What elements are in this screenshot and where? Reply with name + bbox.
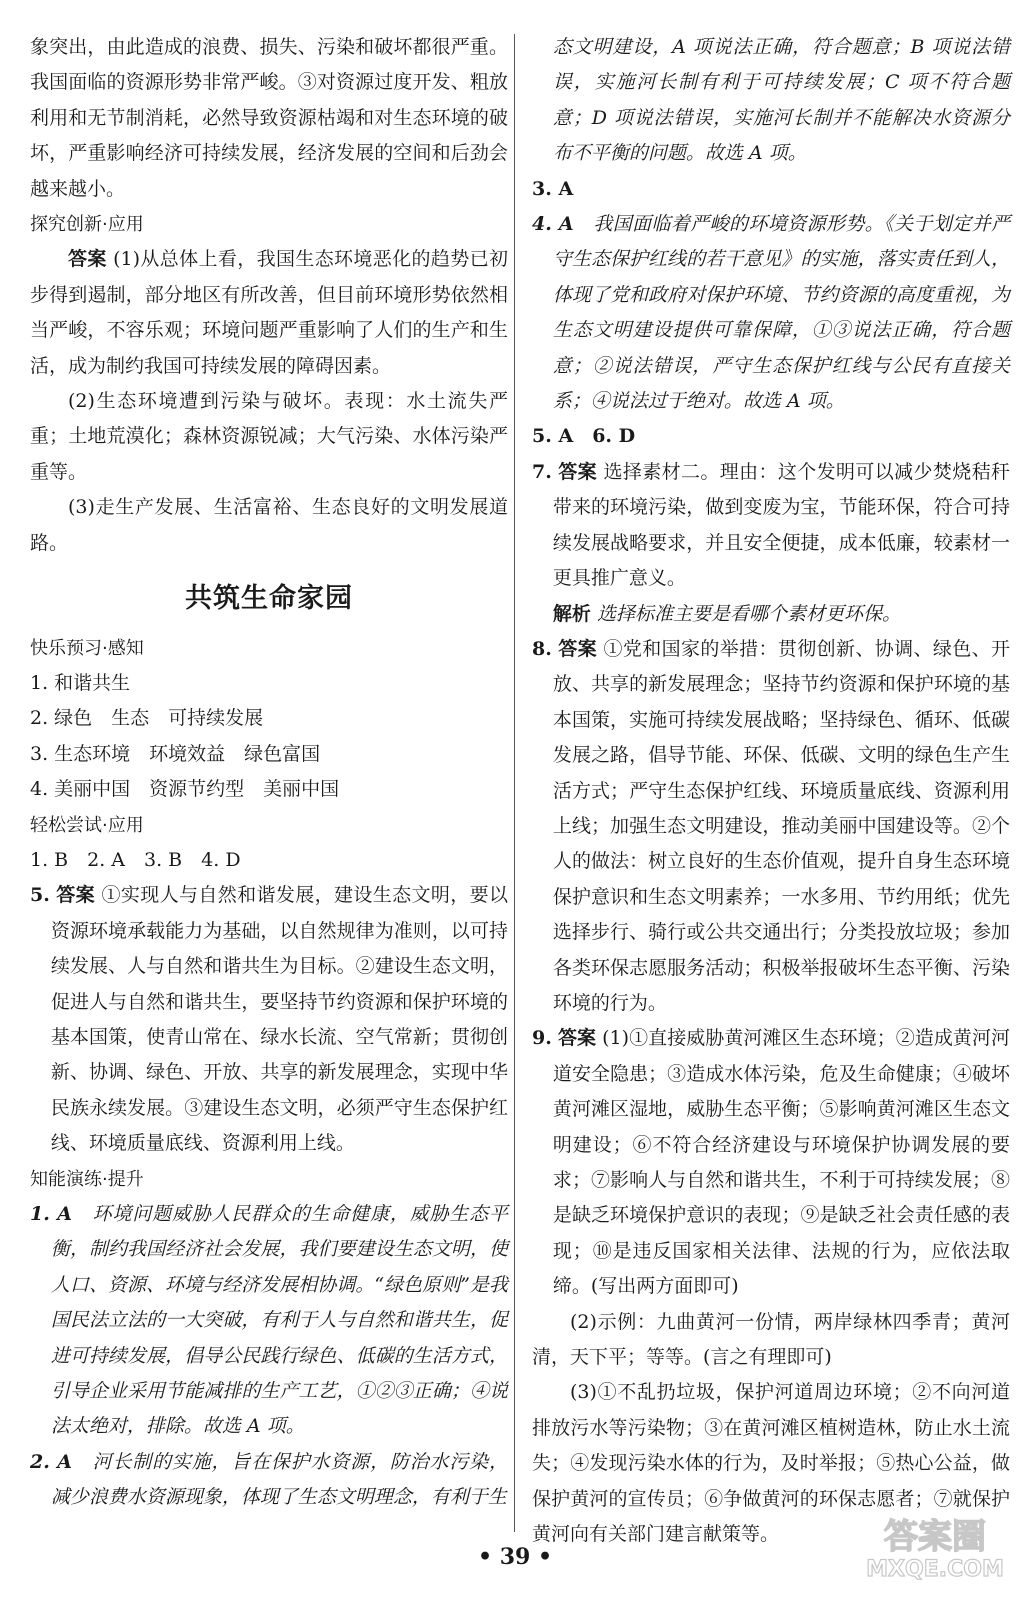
answer-line: 4. 美丽中国 资源节约型 美丽中国 bbox=[30, 778, 340, 801]
answer-line: 3. 生态环境 环境效益 绿色富国 bbox=[30, 742, 321, 765]
answer-paragraph: (2)示例：九曲黄河一份情，两岸绿林四季青；黄河清，天下平；等等。(言之有理即可) bbox=[532, 1310, 1010, 1369]
page-number: • 39 • bbox=[477, 1544, 553, 1570]
answer-line: 1. B 2. A 3. B 4. D bbox=[30, 848, 241, 871]
answer-label: 答案 bbox=[56, 884, 96, 907]
section-heading: 轻松尝试·应用 bbox=[30, 814, 144, 836]
answer-paragraph: (3)走生产发展、生活富裕、生态良好的文明发展道路。 bbox=[30, 496, 508, 554]
left-column bbox=[30, 30, 508, 1516]
question-number: 2. A bbox=[30, 1450, 73, 1473]
section-heading: 探究创新·应用 bbox=[30, 214, 144, 236]
answer-text: 环境问题威胁人民群众的生命健康，威胁生态平衡，制约我国经济社会发展，我们要建设生态文明，使人口、资源、环境与经济发展相协调。“绿色原则”是我国民法立法的一大突破，有利于人与自然和谐共生，促进可持续发展，倡导公民践行绿色、低碳的生活方式，引导企业采用节能减排的生产工艺，①②③正确；④说法太绝对，排除。故选 A 项。 bbox=[50, 1203, 508, 1438]
answer-line: 2. 绿色 生态 可持续发展 bbox=[30, 707, 264, 730]
question-number: 8. bbox=[532, 637, 552, 660]
section-heading: 知能演练·提升 bbox=[30, 1168, 144, 1190]
answer-text: (1)从总体上看，我国生态环境恶化的趋势已初步得到遏制，部分地区有所改善，但目前环境形势依然相当严峻，不容乐观；环境问题严重影响了人们的生产和生活，成为制约我国可持续发展的障碍因素。 bbox=[30, 248, 508, 377]
answer-paragraph bbox=[30, 242, 508, 384]
answer-label: 答案 bbox=[68, 248, 107, 271]
answer-text: ①实现人与自然和谐发展，建设生态文明，要以资源环境承载能力为基础，以自然规律为准则，以可持续发展、人与自然和谐共生为目标。②建设生态文明，促进人与自然和谐共生，要坚持节约资源和保护环境的基本国策，使青山常在、绿水长流、空气常新；贯彻创新、协调、绿色、开放、共享的新发展理念，实现中华民族永续发展。③建设生态文明，必须严守生态保护红线、环境质量底线、资源利用上线。 bbox=[50, 884, 508, 1155]
explanation-label: 解析 bbox=[552, 602, 591, 625]
question-number: 7. bbox=[532, 460, 552, 483]
explanation-text: 选择标准主要是看哪个素材更环保。 bbox=[596, 602, 901, 625]
answer-text: 选择素材二。理由：这个发明可以减少焚烧秸秆带来的环境污染，做到变废为宝，节能环保，符合可持续发展战略要求，并且安全便捷，成本低廉，较素材一更具推广意义。 bbox=[552, 460, 1010, 590]
column-divider bbox=[514, 34, 515, 1532]
answer-line: 3. A bbox=[532, 177, 574, 200]
answer-text: (1)①直接威胁黄河滩区生态环境；②造成黄河河道安全隐患；③造成水体污染，危及生命健康；④破坏黄河滩区湿地，威胁生态平衡；⑤影响黄河滩区生态文明建设；⑥不符合经济建设与环境保护协调发展的要求；⑦影响人与自然和谐共生，不利于可持续发展；⑧是缺乏环境保护意识的表现；⑨是缺乏社会责任感的表现；⑩是违反国家相关法律、法规的行为，应依法取缔。(写出两方面即可) bbox=[552, 1027, 1010, 1298]
question-number: 1. A bbox=[30, 1203, 73, 1225]
answer-text: 我国面临着严峻的环境资源形势。《关于划定并严守生态保护红线的若干意见》的实施，落实责任到人，体现了党和政府对保护环境、节约资源的高度重视，为生态文明建设提供可靠保障，①③说法正确，符合题意；②说法错误，严守生态保护红线与公民有直接关系；④说法过于绝对。故选 A 项。 bbox=[552, 213, 1010, 413]
svg-text:MXQE.COM: MXQE.COM bbox=[866, 1557, 1004, 1582]
answer-paragraph bbox=[532, 207, 1010, 419]
question-number: 4. A bbox=[532, 213, 574, 236]
answer-paragraph bbox=[532, 455, 1010, 597]
answer-line: 5. A 6. D bbox=[532, 425, 636, 448]
svg-text:答案圈: 答案圈 bbox=[884, 1517, 986, 1557]
answer-paragraph: (2)生态环境遭到污染与破坏。表现：水土流失严重；土地荒漠化；森林资源锐减；大气污染、水体污染严重等。 bbox=[30, 390, 508, 483]
answer-line: 1. 和谐共生 bbox=[30, 671, 131, 694]
answer-paragraph: (3)①不乱扔垃圾，保护河道周边环境；②不向河道排放污水等污染物；③在黄河滩区植树造林，防止水土流失；④发现污染水体的行为，及时举报；⑤热心公益，做保护黄河的宣传员；⑥争做黄河的环保志愿者；⑦就保护黄河向有关部门建言献策等。 bbox=[532, 1381, 1010, 1546]
answer-paragraph bbox=[30, 1445, 508, 1516]
section-heading: 快乐预习·感知 bbox=[30, 637, 144, 659]
answer-paragraph bbox=[532, 1021, 1010, 1304]
paragraph: 象突出，由此造成的浪费、损失、污染和破坏都很严重。我国面临的资源形势非常严峻。③对资源过度开发、粗放利用和无节制消耗，必然导致资源枯竭和对生态环境的破坏，严重影响经济可持续发展，经济发展的空间和后劲会越来越小。 bbox=[30, 36, 508, 200]
right-column bbox=[532, 30, 1010, 1552]
answer-paragraph bbox=[532, 632, 1010, 1021]
answer-text: ①党和国家的举措：贯彻创新、协调、绿色、开放、共享的新发展理念；坚持节约资源和保护环境的基本国策，实施可持续发展战略；坚持绿色、循环、低碳发展之路，倡导节能、环保、低碳、文明的绿色生产生活方式；严守生态保护红线、环境质量底线、资源利用上线；加强生态文明建设，推动美丽中国建设等。②个人的做法：树立良好的生态价值观，提升自身生态环境保护意识和生态文明素养；一水多用、节约用纸；优先选择步行、骑行或公共交通出行；分类投放垃圾；参加各类环保志愿服务活动；积极举报破坏生态平衡、污染环境的行为。 bbox=[552, 637, 1010, 1014]
answer-paragraph: 态文明建设，A 项说法正确，符合题意；B 项说法错误，实施河长制有利于可持续发展；C 项不符合题意；D 项说法错误，实施河长制并不能解决水资源分布不平衡的问题。故选 A 项。 bbox=[552, 36, 1010, 165]
question-number: 5. bbox=[30, 884, 50, 907]
answer-text: 河长制的实施，旨在保护水资源，防治水污染，减少浪费水资源现象，体现了生态文明理念，有利于生 bbox=[50, 1450, 508, 1509]
watermark-logo bbox=[860, 1508, 1010, 1584]
question-number: 9. bbox=[532, 1027, 552, 1050]
answer-paragraph bbox=[30, 878, 508, 1161]
explanation-paragraph bbox=[532, 597, 1010, 632]
answer-label: 答案 bbox=[558, 460, 598, 483]
answer-label: 答案 bbox=[557, 1027, 597, 1050]
answer-label: 答案 bbox=[558, 637, 598, 660]
answer-paragraph bbox=[30, 1197, 508, 1445]
chapter-title: 共筑生命家园 bbox=[185, 583, 353, 615]
